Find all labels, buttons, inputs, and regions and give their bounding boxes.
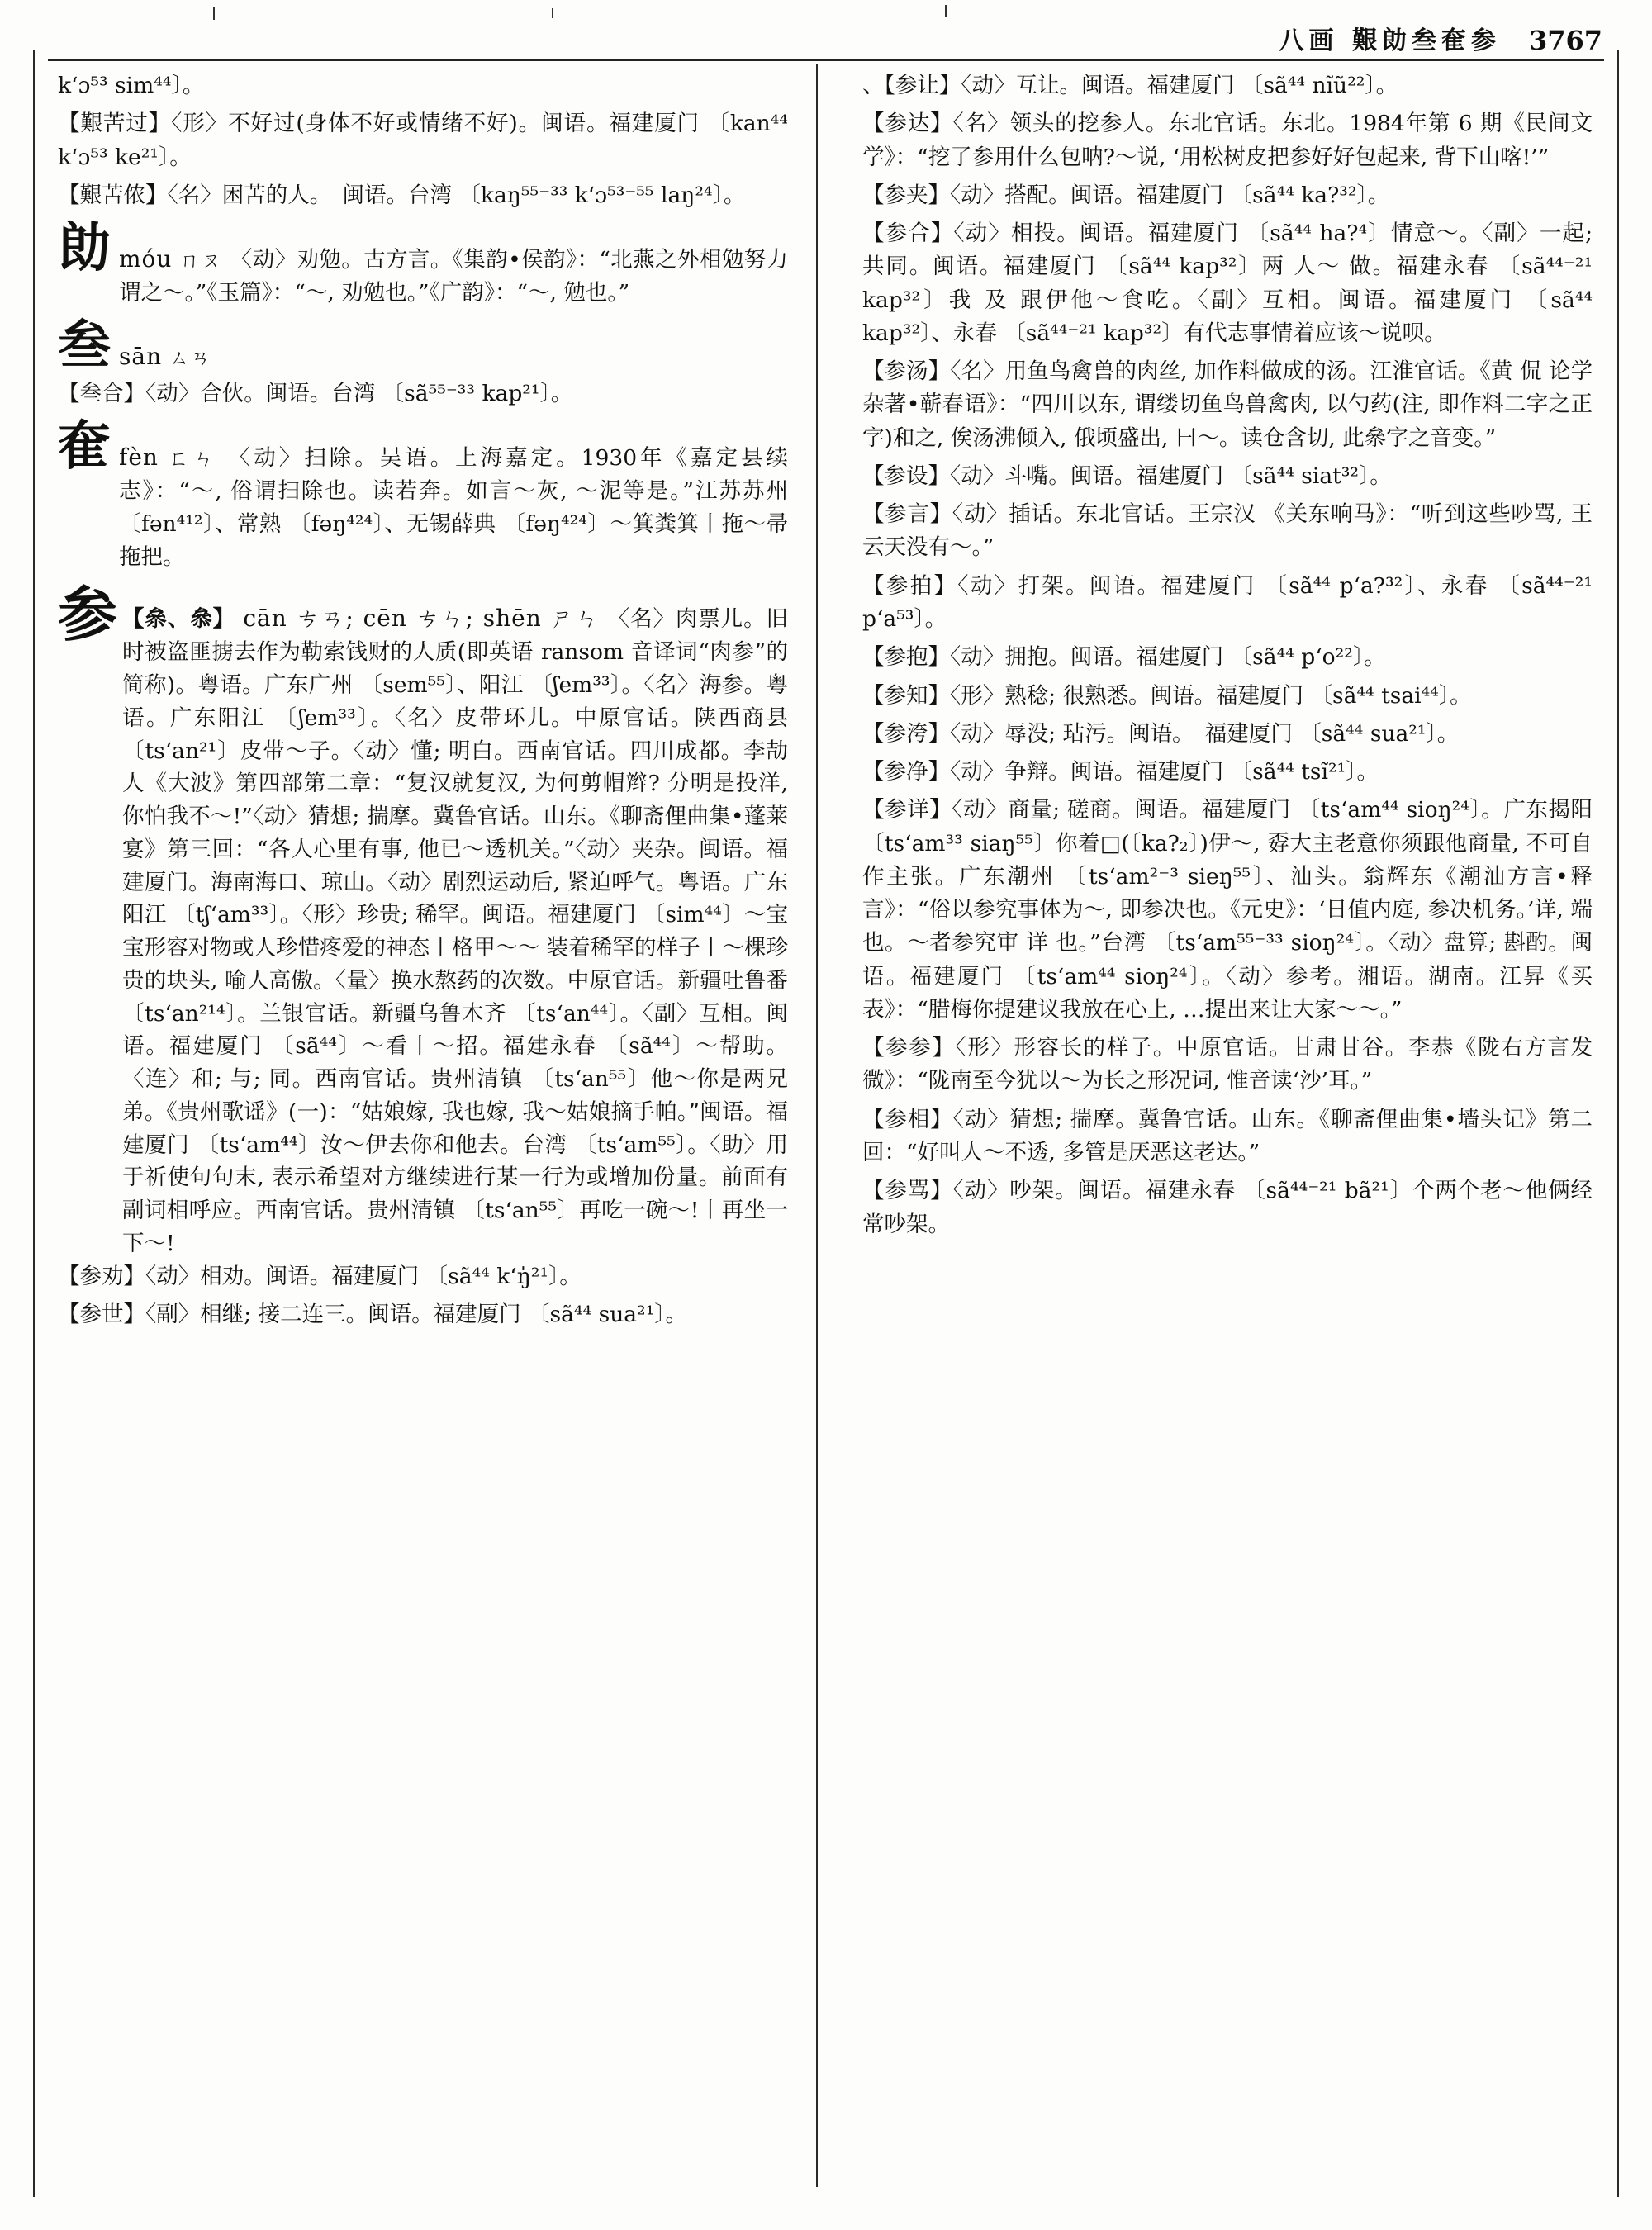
entry-can-shi: 【参世】〈副〉相继; 接二连三。闽语。福建厦门 〔sã⁴⁴ sua²¹〕。 (58, 1301, 688, 1327)
entry-can-body (122, 588, 788, 1260)
entry-san (58, 314, 788, 377)
headword-char-can: 参 (58, 579, 118, 650)
entry-can-pai: 【参拍】〈动〉打架。闽语。福建厦门 〔sã⁴⁴ p‘a?³²〕、永春 〔sã⁴⁴⁻²¹ p‘a⁵³〕。 (862, 572, 1593, 632)
entry-can-he: 【参合】〈动〉相投。闽语。福建厦门 〔sã⁴⁴ ha?⁴〕情意～。〈副〉一起; 共同。闽语。福建厦门 〔sã⁴⁴ kap³²〕两 人～ 做。福建永春 〔sã⁴⁴⁻²¹ kap³²〕我 及 跟伊他～食吃。〈副〉互相。闽语。福建厦门 〔sã⁴⁴ kap³²〕、永春 〔sã⁴⁴⁻²¹ kap³²〕有代志事情着应该～说呗。 (862, 221, 1593, 346)
entry-mou-text: 〈动〉劝勉。古方言。《集韵•侯韵》：“北燕之外相勉努力谓之～。”《玉篇》：“～, 劝勉也。”《广韵》：“～, 勉也。” (119, 247, 788, 306)
entry-can (58, 579, 788, 1260)
entry-can-she: 【参设】〈动〉斗嘴。闽语。福建厦门 〔sã⁴⁴ siat³²〕。 (862, 463, 1392, 489)
pinyin-mou: móu (119, 245, 173, 273)
headword-char-fen: 奞 (58, 415, 111, 478)
entry-can-text: 〈名〉肉票儿。旧时被盗匪掳去作为勒索钱财的人质(即英语 ransom 音译词“肉参”的简称)。粤语。广东广州 〔sem⁵⁵〕、阳江 〔ʃem³³〕。〈名〉海参。粤语。广东阳江 〔ʃem³³〕。〈名〉皮带环儿。中原官话。陕西商县 〔ts‘an²¹〕皮带～子。〈动〉懂; 明白。西南官话。四川成都。李劼人《大波》第四部第二章：“复汉就复汉, 为何剪帽辫? 分明是投洋, 你怕我不～!”〈动〉猜想; 揣摩。冀鲁官话。山东。《聊斋俚曲集•蓬莱宴》第三回：“各人心里有事, 他已～透机关。”〈动〉夹杂。闽语。福建厦门。海南海口、琼山。〈动〉剧烈运动后, 紧迫呼气。粤语。广东阳江 〔tʃ‘am³³〕。〈形〉珍贵; 稀罕。闽语。福建厦门 〔sim⁴⁴〕～宝宝形容对物或人珍惜疼爱的神态丨格甲～～ 装着稀罕的样子丨～棵珍贵的块头, 喻人高傲。〈量〉换水熬药的次数。中原官话。新疆吐鲁番 〔ts‘an²¹⁴〕。兰银官话。新疆乌鲁木齐 〔ts‘an⁴⁴〕。〈副〉互相。闽语。福建厦门 〔sã⁴⁴〕～看丨～招。福建永春 〔sã⁴⁴〕～帮助。〈连〉和; 与; 同。西南官话。贵州清镇 〔ts‘an⁵⁵〕他～你是两兄弟。《贵州歌谣》(一)：“姑娘嫁, 我也嫁, 我～姑娘摘手帕。”闽语。福建厦门 〔ts‘am⁴⁴〕汝～伊去你和他去。台湾 〔ts‘am⁵⁵〕。〈助〉用于祈使句句末, 表示希望对方继续进行某一行为或增加份量。前面有副词相呼应。西南官话。贵州清镇 〔ts‘an⁵⁵〕再吃一碗～!丨再坐一下～! (122, 606, 788, 1256)
entry-jian-ku-guo: 【艱苦过】〈形〉不好过(身体不好或情绪不好)。闽语。福建厦门 〔kan⁴⁴ k‘ɔ⁵³ ke²¹〕。 (58, 111, 788, 170)
entry-mou (58, 217, 788, 310)
page-number: 3767 (1528, 25, 1602, 56)
entry-can-jia: 【参夹】〈动〉搭配。闽语。福建厦门 〔sã⁴⁴ ka?³²〕。 (862, 182, 1390, 208)
zhuyin-san: ㄙㄢ (169, 345, 212, 369)
entry-can-rang: 、【参让】〈动〉互让。闽语。福建厦门 〔sã⁴⁴ nĩũ²²〕。 (862, 73, 1398, 98)
registration-mark (552, 8, 553, 18)
entry-can-zhi: 【参知】〈形〉熟稔; 很熟悉。闽语。福建厦门 〔sã⁴⁴ tsai⁴⁴〕。 (862, 682, 1472, 709)
entry-fen (58, 415, 788, 573)
zhuyin-mou: ㄇㄡ (179, 249, 224, 273)
headword-char-mou: 勆 (58, 217, 111, 280)
entry-can-xiang: 【参详】〈动〉商量; 磋商。闽语。福建厦门 〔ts‘am⁴⁴ sioŋ²⁴〕。广东揭阳 〔ts‘am³³ siaŋ⁵⁵〕你着□(〔ka?₂〕)伊～, 孬大主老意你须跟他商量, 不可自作主张。广东潮州 〔ts‘am²⁻³ sieŋ⁵⁵〕、汕头。翁辉东《潮汕方言•释言》：“俗以参究事体为～, 即参决也。《元史》：‘日值内庭, 参决机务。’详, 端也。～者参究审 详 也。”台湾 〔ts‘am⁵⁵⁻³³ sioŋ²⁴〕。〈动〉盘算; 斟酌。闽语。福建厦门 〔ts‘am⁴⁴ sioŋ²⁴〕。〈动〉参考。湘语。湖南。江昇《买表》：“腊梅你提建议我放在心上, …提出来让大家～～。” (862, 797, 1593, 1022)
header-chapter-chars: 八画 艱勆叁奞参 (1279, 26, 1501, 55)
entry-can-readings: cān ㄘㄢ; cēn ㄘㄣ; shēn ㄕㄣ (243, 605, 601, 633)
zhuyin-fen: ㄈㄣ (169, 447, 219, 471)
entry-can-da: 【参达】〈名〉领头的挖参人。东北官话。东北。1984年第 6 期《民间文学》：“挖了参用什么包呐?～说, ‘用松树皮把参好好包起来, 背下山喀!’” (862, 111, 1593, 170)
pinyin-fen: fèn (119, 444, 159, 472)
right-column (852, 69, 1602, 1336)
entry-fen-body (119, 422, 788, 573)
page-columns (48, 69, 1604, 1336)
entry-can-variants: 【㕘、叅】 (122, 606, 236, 633)
fragment-kho-sim: k‘ɔ⁵³ sim⁴⁴〕。 (58, 73, 205, 98)
entry-can-zheng: 【参净】〈动〉争辩。闽语。福建厦门 〔sã⁴⁴ tsĩ²¹〕。 (862, 759, 1379, 785)
entry-mou-body (119, 224, 788, 310)
entry-jian-ku-nong: 【艱苦侬】〈名〉困苦的人。 闽语。台湾 〔kaŋ⁵⁵⁻³³ k‘ɔ⁵³⁻⁵⁵ laŋ²⁴〕。 (58, 182, 746, 208)
headword-char-san: 叁 (58, 314, 111, 377)
entry-can-bao: 【参抱】〈动〉拥抱。闽语。福建厦门 〔sã⁴⁴ p‘o²²〕。 (862, 644, 1386, 671)
entry-fen-text: 〈动〉扫除。吴语。上海嘉定。1930年《嘉定县续志》：“～, 俗谓扫除也。读若奔。如言～灰, ～泥等是。”江苏苏州 〔fən⁴¹²〕、常熟 〔fəŋ⁴²⁴〕、无锡薛典 〔fəŋ⁴²⁴〕～箕粪箕丨拖～帚拖把。 (119, 445, 788, 570)
entry-san-body (119, 321, 788, 374)
left-column (48, 69, 798, 1336)
entry-can-can: 【参参】〈形〉形容长的样子。中原官话。甘肃甘谷。李恭《陇右方言发微》：“陇南至今犹以～为长之形况词, 惟音读‘沙’耳。” (862, 1035, 1593, 1094)
entry-can-yan: 【参言】〈动〉插话。东北官话。王宗汉 《关东响马》：“听到这些吵骂, 王云天没有～。” (862, 501, 1593, 561)
entry-can-quan: 【参劝】〈动〉相劝。闽语。福建厦门 〔sã⁴⁴ k‘ŋ̍²¹〕。 (58, 1263, 582, 1289)
pinyin-san: sān (119, 342, 163, 370)
entry-can-tang: 【参汤】〈名〉用鱼鸟禽兽的肉丝, 加作料做成的汤。江淮官话。《黄 侃 论学杂著•蕲春语》：“四川以东, 谓缕切鱼鸟兽禽肉, 以勺药(注, 即作料二字之正字)和之, 俟汤沸倾入, 俄顷盛出, 曰～。读仓含切, 此㕘字之音变。” (862, 358, 1593, 451)
entry-can-xiang2: 【参相】〈动〉猜想; 揣摩。冀鲁官话。山东。《聊斋俚曲集•墙头记》第二回：“好叫人～不透, 多管是厌恶这老达。” (862, 1106, 1593, 1165)
entry-can-xie: 【参洿】〈动〉辱没; 玷污。闽语。 福建厦门 〔sã⁴⁴ sua²¹〕。 (862, 720, 1460, 747)
entry-can-ma: 【参骂】〈动〉吵架。闽语。福建永春 〔sã⁴⁴⁻²¹ bã²¹〕个两个老～他俩经常吵架。 (862, 1178, 1593, 1237)
entry-san-he: 【叁合】〈动〉合伙。闽语。台湾 〔sã⁵⁵⁻³³ kap²¹〕。 (58, 380, 573, 406)
registration-mark (945, 5, 947, 17)
